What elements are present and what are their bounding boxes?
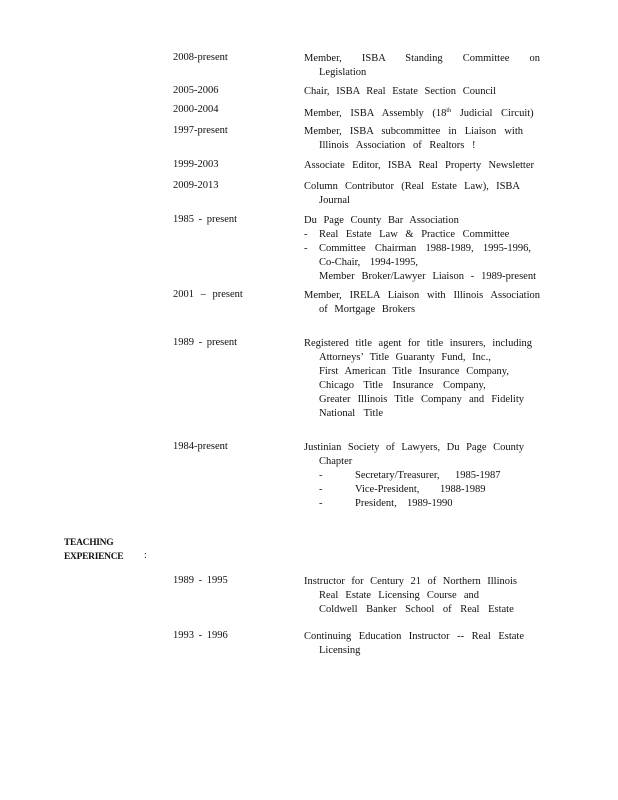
bullet-item: [304, 228, 536, 242]
description-line: National Title: [319, 408, 384, 419]
heading-line: TEACHING: [64, 538, 114, 548]
entry-description: [304, 214, 536, 284]
entry-date: 1989 - 1995: [173, 575, 228, 586]
entry-description: [304, 85, 496, 99]
description-line: Associate Editor, ISBA Real Property Newsletter: [304, 160, 534, 171]
description-line: Licensing: [319, 645, 361, 656]
heading-line: EXPERIENCE: [64, 552, 124, 562]
entry-description: [304, 125, 523, 153]
office-item: [304, 469, 524, 483]
entry-description: [304, 575, 517, 617]
entry-description: [304, 104, 534, 121]
office-item: [304, 497, 524, 511]
entry-date: 2001 – present: [173, 289, 243, 300]
bullet-mark: -: [304, 229, 308, 240]
description-line: Greater Illinois Title Company and Fidelity: [319, 394, 524, 405]
description-line: Legislation: [319, 67, 367, 78]
description-line: [304, 104, 534, 121]
bullet-item: [304, 242, 536, 256]
bullet-mark: -: [304, 243, 308, 254]
entry-description: [304, 337, 532, 421]
description-line: Member Broker/Lawyer Liaison - 1989-present: [319, 271, 536, 282]
description-text: Member, ISBA Assembly (18: [304, 108, 447, 119]
description-text: Judicial Circuit): [451, 108, 534, 119]
entry-description: [304, 159, 534, 173]
description-line: Instructor for Century 21 of Northern Illinois: [304, 576, 517, 587]
entry-date: 2005-2006: [173, 85, 219, 96]
description-line: Journal: [319, 195, 350, 206]
description-line: Continuing Education Instructor -- Real Estate: [304, 631, 524, 642]
description-line: Chicago Title Insurance Company,: [319, 380, 486, 391]
bullet-mark: -: [319, 484, 323, 495]
description-line: of Mortgage Brokers: [319, 304, 416, 315]
entry-description: [304, 289, 540, 317]
description-line: Justinian Society of Lawyers, Du Page County: [304, 442, 524, 453]
entry-date: 1984-present: [173, 441, 228, 452]
description-line: Attorneys’ Title Guaranty Fund, Inc.,: [319, 352, 491, 363]
description-line: Member, ISBA subcommittee in Liaison with: [304, 126, 523, 137]
entry-date: 1993 - 1996: [173, 630, 228, 641]
bullet-mark: -: [319, 498, 323, 509]
entry-date: 1985 - present: [173, 214, 238, 225]
teaching-experience-heading: [64, 536, 123, 564]
description-line: Illinois Association of Realtors !: [319, 140, 476, 151]
description-line: Registered title agent for title insurers, including: [304, 338, 532, 349]
entry-description: [304, 630, 524, 658]
office-title: Vice-President,: [355, 484, 420, 495]
office-years: 1988-1989: [440, 484, 486, 495]
ordinal-suffix: th: [446, 108, 452, 114]
office-years: 1989-1990: [407, 498, 453, 509]
heading-colon: :: [144, 550, 147, 561]
entry-date: 2000-2004: [173, 104, 219, 115]
description-line: Chair, ISBA Real Estate Section Council: [304, 86, 496, 97]
bullet-text: Real Estate Law & Practice Committee: [319, 229, 510, 240]
office-title: President,: [355, 498, 397, 509]
entry-date: 2008-present: [173, 52, 228, 63]
entry-description: [304, 52, 540, 80]
description-line: Chapter: [319, 456, 353, 467]
entry-date: 1989 - present: [173, 337, 238, 348]
entry-date: 1997-present: [173, 125, 228, 136]
description-line: Coldwell Banker School of Real Estate: [319, 604, 514, 615]
description-line: Member, IRELA Liaison with Illinois Association: [304, 290, 540, 301]
entry-date: 2009-2013: [173, 180, 219, 191]
office-years: 1985-1987: [455, 470, 501, 481]
description-line: Column Contributor (Real Estate Law), ISBA: [304, 181, 520, 192]
bullet-mark: -: [319, 470, 323, 481]
description-line: Real Estate Licensing Course and: [319, 590, 479, 601]
office-title: Secretary/Treasurer,: [355, 470, 440, 481]
entry-date: 1999-2003: [173, 159, 219, 170]
entry-description: [304, 441, 524, 511]
description-line: Du Page County Bar Association: [304, 215, 459, 226]
office-item: [304, 483, 524, 497]
entry-description: [304, 180, 520, 208]
description-line: First American Title Insurance Company,: [319, 366, 509, 377]
bullet-text: Committee Chairman 1988-1989, 1995-1996,: [319, 243, 531, 254]
description-line: Member, ISBA Standing Committee on: [304, 53, 540, 64]
description-line: Co-Chair, 1994-1995,: [319, 257, 419, 268]
